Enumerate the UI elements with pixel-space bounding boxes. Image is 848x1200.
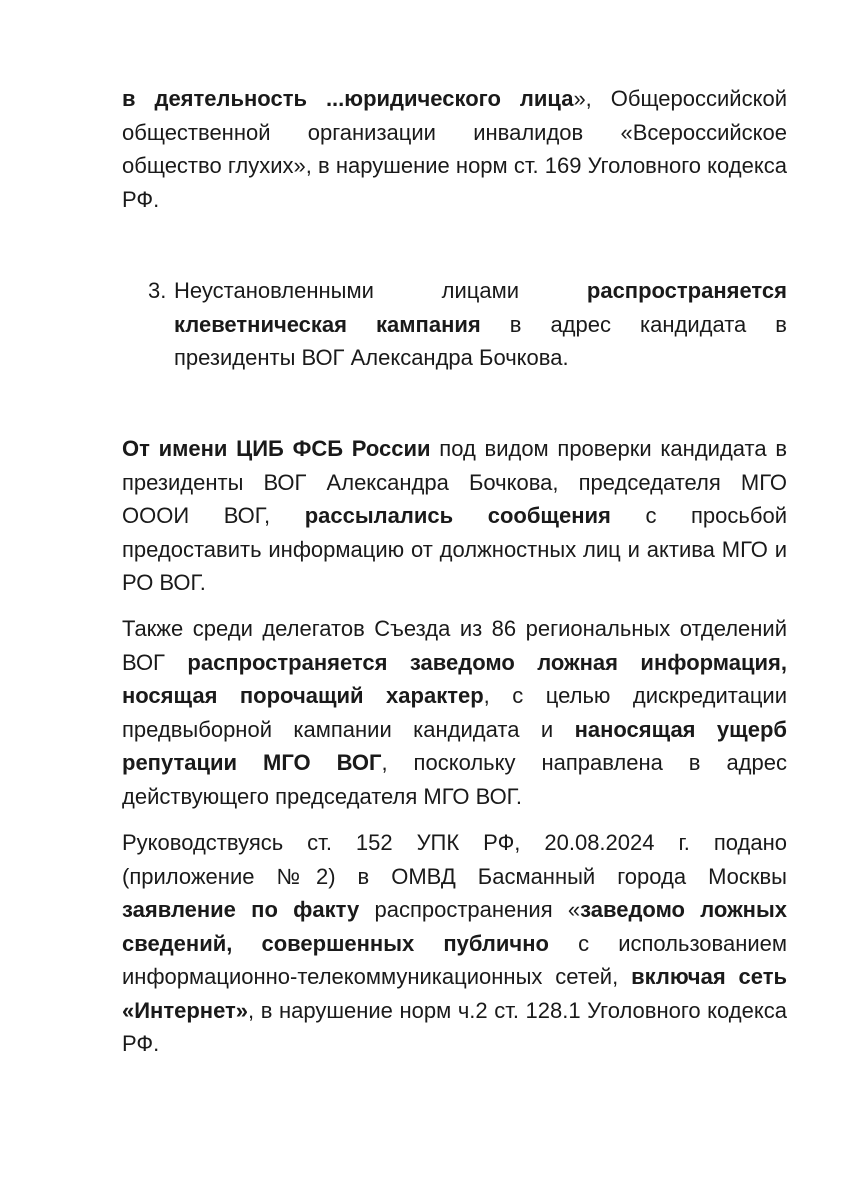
text-run: с просьбой предоставить информацию от должностных лиц и актива МГО и РО ВОГ. [122,503,787,595]
text-run: , с целью дискредитации предвыборной кампании кандидата и [122,683,788,742]
bold-phrase: От имени ЦИБ ФСБ России [122,436,431,461]
paragraph-fsb [122,432,787,600]
text-run: Руководствуясь ст. 152 УПК РФ, 20.08.2024 г. подано (приложение №2) в ОМВД Басманный города Москвы [122,830,787,889]
bold-phrase: в деятельность ...юридического лица [122,86,574,111]
bold-phrase: заведомо ложных сведений, совершенных публично [122,897,787,956]
bold-phrase: включая сеть «Интернет» [122,964,787,1023]
paragraph-statement [122,826,787,1061]
text-run: распространения « [359,897,581,922]
bold-phrase: распространяется клеветническая кампания [174,278,787,337]
bold-phrase: заявление по факту [122,897,360,922]
list-number: 3. [148,278,167,303]
text-run: с использованием информационно-телекоммуникационных сетей, [122,930,787,989]
text-run: , в нарушение норм ч.2 ст. 128.1 Уголовного кодекса РФ. [122,997,787,1056]
text-run: , поскольку направлена в адрес действующего председателя МГО ВОГ. [122,750,787,809]
text-run: Неустановленными лицами [174,278,587,303]
list-item-3 [148,274,787,375]
bold-phrase: наносящая ущерб репутации МГО ВОГ [122,716,787,775]
text-run: », Общероссийской общественной организации инвалидов «Всероссийское общество глухих», в нарушение норм ст. 169 Уголовного кодекса РФ. [122,86,787,212]
list-item-text [174,274,787,375]
bold-phrase: распространяется заведомо ложная информация, носящая порочащий характер [122,649,787,708]
text-run: в адрес кандидата в президенты ВОГ Александра Бочкова. [174,311,787,370]
paragraph-continuation [122,82,787,216]
text-run: Также среди делегатов Съезда из 86 региональных отделений ВОГ [122,616,787,675]
text-run: под видом проверки кандидата в президенты ВОГ Александра Бочкова, председателя МГО ОООИ ВОГ, [122,436,788,528]
paragraph-delegates [122,612,787,813]
bold-phrase: рассылались сообщения [304,503,611,528]
